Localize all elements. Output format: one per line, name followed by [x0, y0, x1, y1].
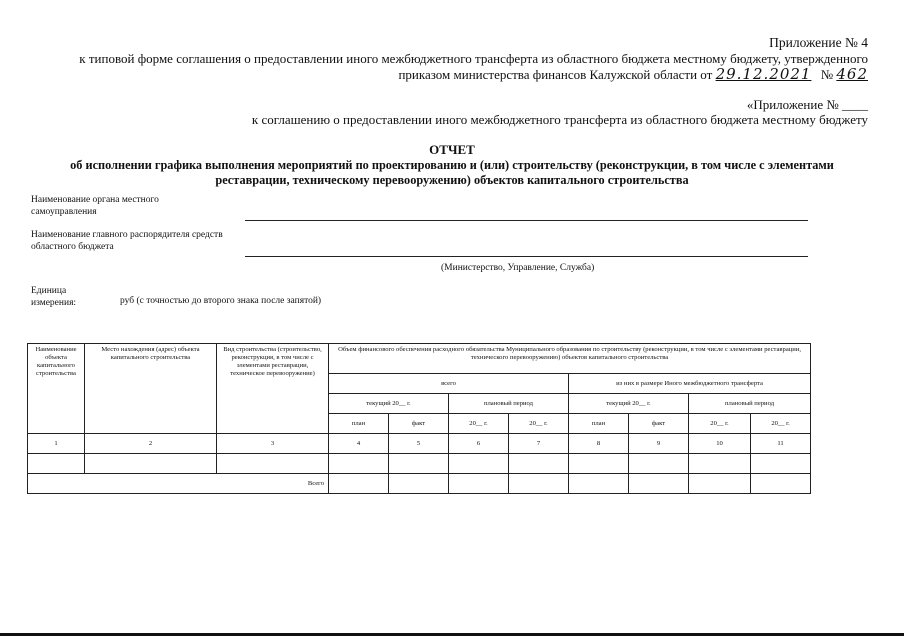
col-number: 7 [509, 434, 569, 454]
table-cell[interactable] [509, 454, 569, 474]
col-number: 5 [389, 434, 449, 454]
org-label [31, 194, 159, 218]
col-number: 8 [569, 434, 629, 454]
col-fact: факт [389, 414, 449, 434]
table-cell[interactable] [689, 454, 751, 474]
handwritten-date: 29.12.2021 [715, 65, 812, 83]
table-row [28, 454, 811, 474]
report-subtitle-1: об исполнении графика выполнения мероприятий по проектированию и (или) строительству (реконструкции, в том числе с элементами [70, 158, 834, 172]
col-plan-period-transfer: плановый период [689, 394, 811, 414]
table-cell[interactable] [569, 474, 629, 494]
table-cell[interactable] [569, 454, 629, 474]
report-subtitle-2: реставрации, техническому перевооружению) объектов капитального строительства [215, 173, 689, 187]
unit-label-line-2: измерения: [31, 298, 77, 308]
table-cell[interactable] [389, 454, 449, 474]
main-admin-label-line-1: Наименование главного распорядителя средств [31, 230, 223, 240]
col-plan-transfer: план [569, 414, 629, 434]
col-location: Место нахождения (адрес) объекта капитального строительства [85, 344, 217, 434]
table-total-row [28, 474, 811, 494]
org-label-line-1: Наименование органа местного [31, 195, 159, 205]
col-plan-period: плановый период [449, 394, 569, 414]
col-group-funding: Объем финансового обеспечения расходного обязательства Муниципального образования по строительству (реконструкции, в том числе с элементами реставрации, технического перевооружению) объектов капитального строительства [329, 344, 811, 374]
table-number-row [28, 434, 811, 454]
table-cell[interactable] [751, 474, 811, 494]
order-text: приказом министерства финансов Калужской области от [398, 67, 713, 82]
table-cell[interactable] [217, 454, 329, 474]
main-admin-line[interactable] [245, 256, 808, 257]
appendix-subtitle: к типовой форме соглашения о предоставлении иного межбюджетного трансферта из областного бюджета местному бюджету, утвержденного [79, 51, 868, 66]
col-number: 9 [629, 434, 689, 454]
col-total: всего [329, 374, 569, 394]
number-label: № [820, 67, 834, 82]
unit-label [31, 285, 76, 309]
unit-label-line-1: Единица [31, 286, 67, 296]
table-cell[interactable] [509, 474, 569, 494]
col-year-2-transfer: 20__ г. [751, 414, 811, 434]
col-number: 4 [329, 434, 389, 454]
col-year-1-transfer: 20__ г. [689, 414, 751, 434]
col-plan: план [329, 414, 389, 434]
col-fact-transfer: факт [629, 414, 689, 434]
col-number: 10 [689, 434, 751, 454]
table-cell[interactable] [329, 454, 389, 474]
table-cell[interactable] [629, 474, 689, 494]
table-cell[interactable] [85, 454, 217, 474]
table-header-row-1 [28, 344, 811, 374]
table-cell[interactable] [629, 454, 689, 474]
table-cell[interactable] [389, 474, 449, 494]
table-cell[interactable] [449, 454, 509, 474]
col-construction-type: Вид строительства (строительство, реконструкция, в том числе с элементами реставрации, техническое перевооружение) [217, 344, 329, 434]
col-current-year: текущий 20__ г. [329, 394, 449, 414]
table-cell[interactable] [28, 454, 85, 474]
col-transfer: из них в размере Иного межбюджетного трансферта [569, 374, 811, 394]
col-number: 2 [85, 434, 217, 454]
col-object-name: Наименование объекта капитального строительства [28, 344, 85, 434]
total-label: Всего [28, 474, 329, 494]
main-admin-label-line-2: областного бюджета [31, 242, 114, 252]
handwritten-number: 462 [836, 65, 868, 83]
report-title: ОТЧЕТ [429, 142, 475, 157]
col-year-2: 20__ г. [509, 414, 569, 434]
col-year-1: 20__ г. [449, 414, 509, 434]
ministry-hint: (Министерство, Управление, Служба) [441, 263, 595, 273]
order-line [398, 65, 868, 83]
org-label-line-2: самоуправления [31, 207, 97, 217]
col-number: 6 [449, 434, 509, 454]
scan-bottom-edge [0, 633, 904, 636]
col-number: 11 [751, 434, 811, 454]
main-admin-label [31, 229, 223, 253]
appendix-number: Приложение № 4 [769, 35, 868, 50]
agreement-subtitle: к соглашению о предоставлении иного межбюджетного трансферта из областного бюджета местному бюджету [251, 112, 868, 127]
table-cell[interactable] [449, 474, 509, 494]
org-name-line[interactable] [245, 220, 808, 221]
schedule-table [27, 343, 811, 494]
table-cell[interactable] [689, 474, 751, 494]
table-cell[interactable] [751, 454, 811, 474]
col-current-year-transfer: текущий 20__ г. [569, 394, 689, 414]
col-number: 3 [217, 434, 329, 454]
col-number: 1 [28, 434, 85, 454]
unit-value: руб (с точностью до второго знака после запятой) [120, 296, 322, 306]
agreement-appendix: «Приложение № ____ [746, 97, 868, 112]
table-cell[interactable] [329, 474, 389, 494]
